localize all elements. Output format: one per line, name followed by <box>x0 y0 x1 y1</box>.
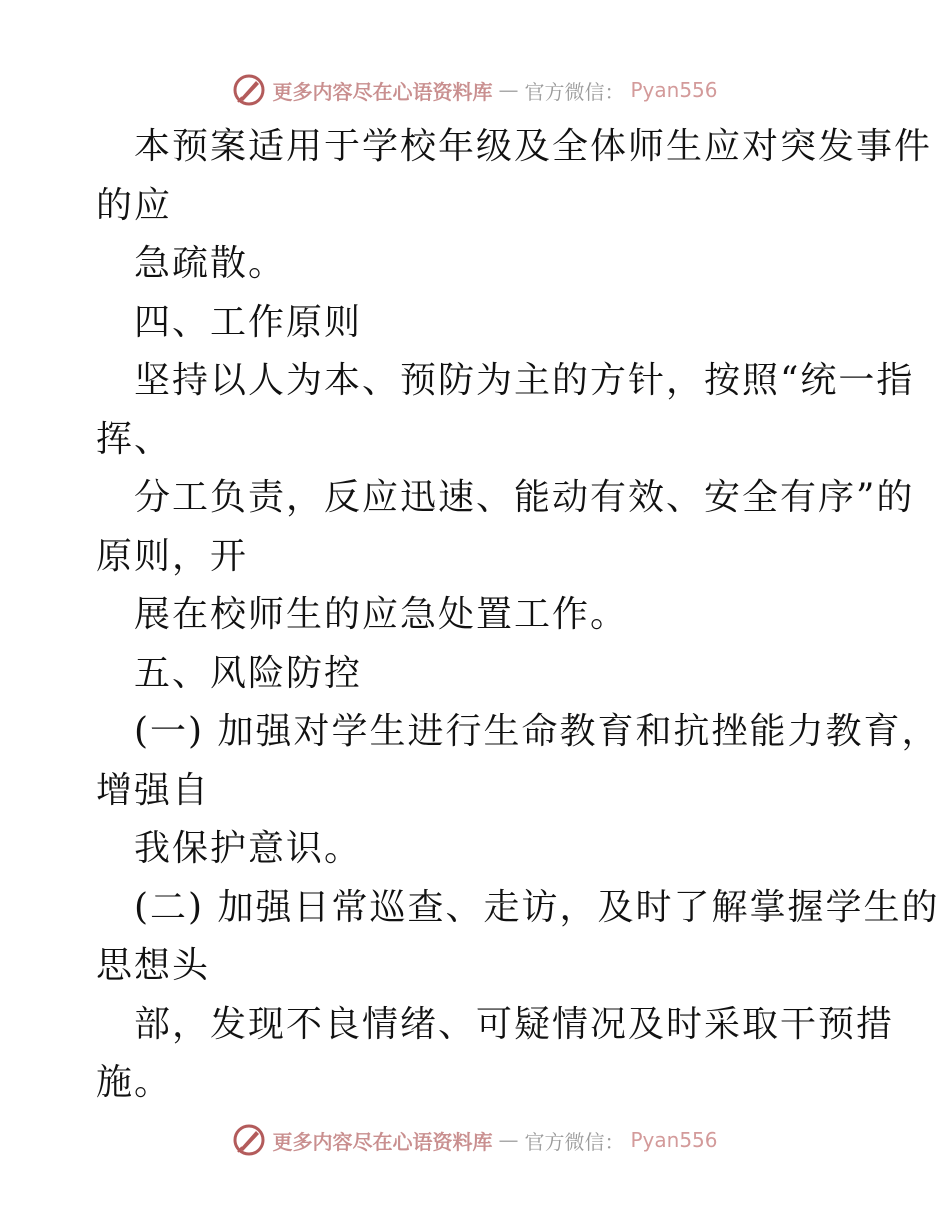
text-line: 原则，开 <box>96 535 249 577</box>
watermark-separator: — <box>498 1128 519 1152</box>
watermark-wechat-id: Pyan556 <box>630 78 718 102</box>
text-line: 分工负责，反应迅速、能动有效、安全有序”的 <box>134 477 915 518</box>
text-line: 我保护意识。 <box>134 828 363 869</box>
watermark-wechat-label: 官方微信： <box>524 1129 625 1154</box>
text-line: (一) 加强对学生进行生命教育和抗挫能力教育， <box>134 711 940 752</box>
text-line: 部，发现不良情绪、可疑情况及时采取干预措 <box>134 1003 895 1045</box>
watermark-separator: — <box>498 78 519 102</box>
text-line: 本预案适用于学校年级及全体师生应对突发事件 <box>134 126 933 167</box>
text-line: 的应 <box>96 184 173 226</box>
quill-pen-logo-icon <box>232 73 266 107</box>
section-heading: 四、工作原则 <box>134 301 363 343</box>
section-heading: 五、风险防控 <box>134 652 363 694</box>
text-line: 增强自 <box>96 769 211 811</box>
document-body <box>96 118 940 1113</box>
quill-pen-logo-icon <box>232 1123 266 1157</box>
text-line: 坚持以人为本、预防为主的方针，按照“统一指 <box>134 360 915 401</box>
text-line: 思想头 <box>96 945 211 986</box>
footer-watermark <box>0 1120 950 1160</box>
text-line: 挥、 <box>96 418 173 460</box>
text-line: 急疏散。 <box>134 243 287 284</box>
watermark-brand-text: 更多内容尽在心语资料库 <box>272 79 493 104</box>
text-line: 展在校师生的应急处置工作。 <box>134 594 629 635</box>
watermark-brand-text: 更多内容尽在心语资料库 <box>272 1129 493 1154</box>
text-line: (二) 加强日常巡查、走访，及时了解掌握学生的 <box>134 886 940 928</box>
watermark-wechat-label: 官方微信： <box>524 79 625 104</box>
watermark-wechat-id: Pyan556 <box>630 1128 718 1152</box>
text-line: 施。 <box>96 1062 173 1103</box>
header-watermark <box>0 70 950 110</box>
